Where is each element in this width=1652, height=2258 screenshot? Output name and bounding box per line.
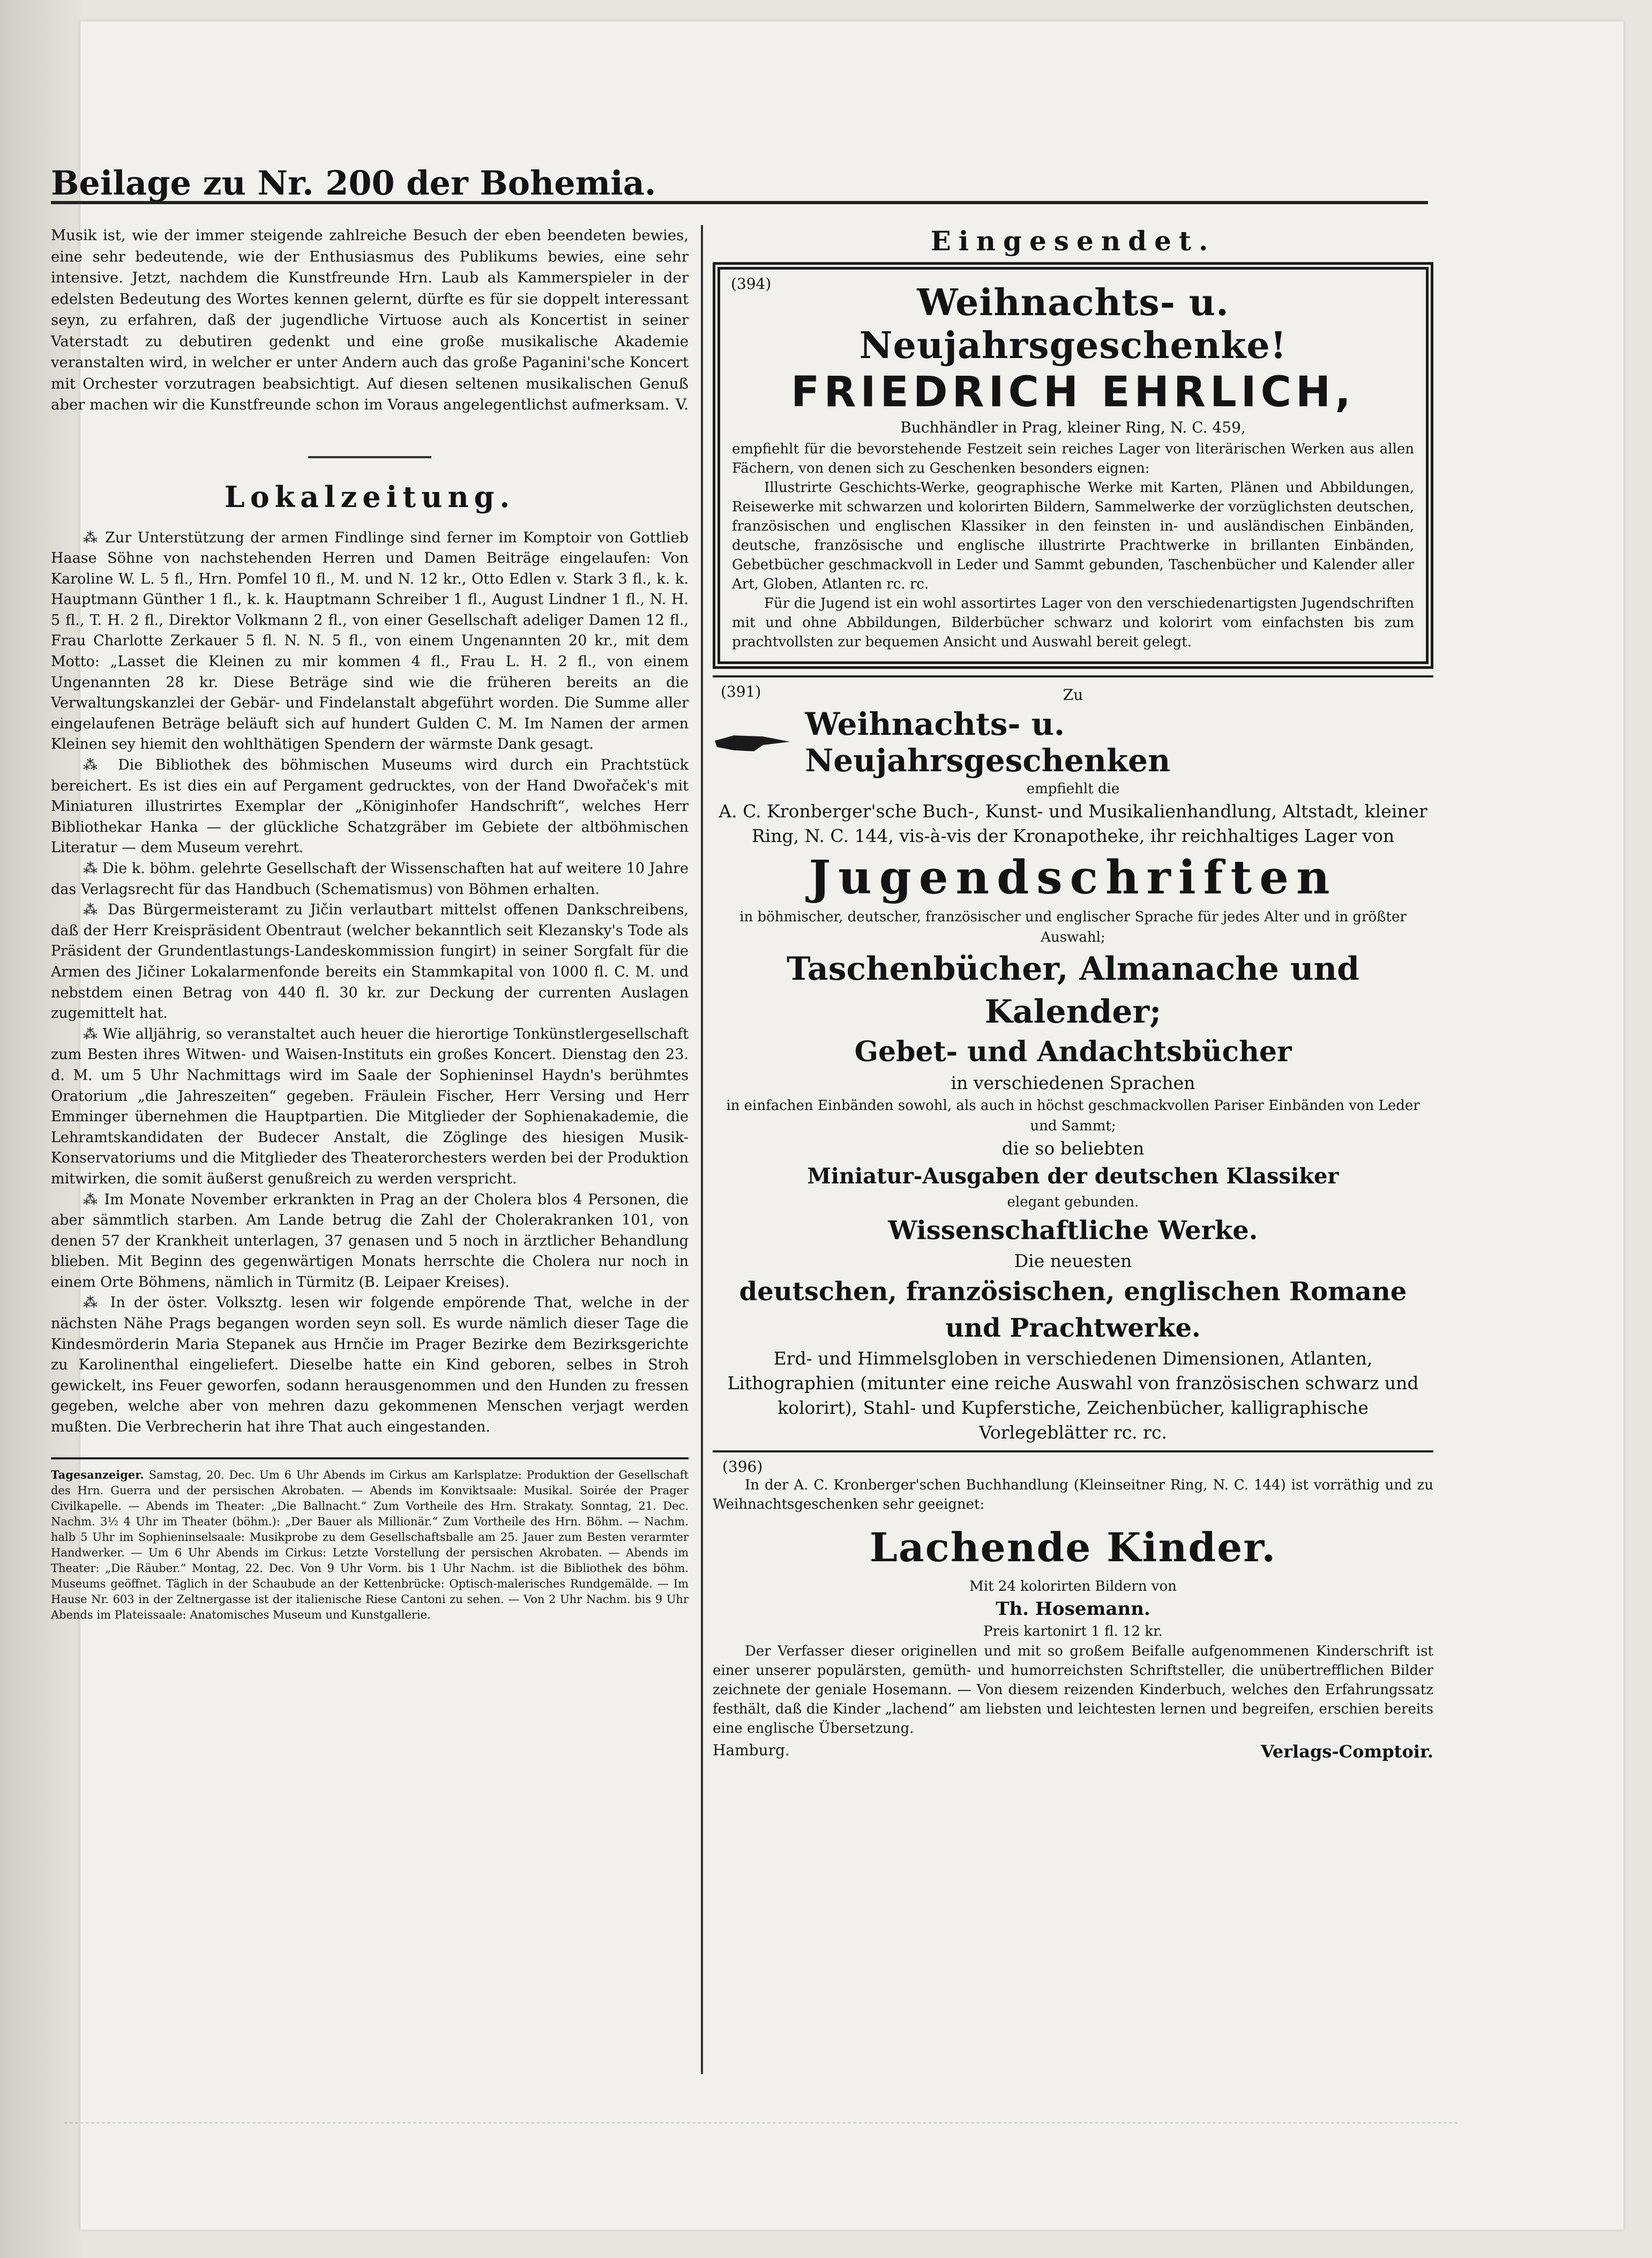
news-item: ⁂ Das Bürgermeisteramt zu Jičin verlautbart mittelst offenen Dankschreibens, daß der Herr Kreispräsident Obentraut (welcher bekanntlich seit Klezansky's Tode als Präsident der Grundentlastungs-Landeskommission fungirt) in seiner Sorgfalt für die Armen des Jičiner Lokalarmenfonde bereits ein Stammkapital von 1000 fl. C. M. und nebstdem einen Betrag von 440 fl. 30 kr. zur Deckung der currenten Auslagen zugemittelt hat. — [51, 901, 689, 1022]
advert-391 — [713, 683, 1433, 1445]
news-item: ⁂ Wie alljährig, so veranstaltet auch heuer die hierortige Tonkünstlergesellschaft zum Besten ihres Witwen- und Waisen-Instituts ein großes Koncert. Dienstag den 23. d. M. um 5 Uhr Nachmittags wird im Saale der Sophieninsel Haydn's berühmtes Oratorium „die Jahreszeiten“ gegeben. Fräulein Fischer, Herr Versing und Herr Emminger übernehmen die Hauptpartien. Die Mitglieder der Sophienakademie, die Lehramtskandidaten der Budecer Anstalt, die Zöglinge des hiesigen Musik-Konservatoriums und die Mitglieder des Theaterorchesters werden bei der Produktion mitwirken, die somit äußerst genußreich zu werden verspricht. — [51, 1025, 689, 1187]
news-item: ⁂ In der öster. Volksztg. lesen wir folgende empörende That, welche in der nächsten Nähe Prags begangen worden seyn soll. Es wurde nämlich dieser Tage die Kindesmörderin Maria Stepanek aus Hrnčie im Prager Bezirke dem Bezirksgerichte zu Karolinenthal eingeliefert. Dieselbe hatte ein Kind geboren, selbes in Stroh gewickelt, ins Feuer geworfen, sodann herausgenommen und den Hunden zu fressen gegeben, welche aber von mehren dazu gekommenen Menschen verjagt werden mußten. Die Verbrecherin hat ihre That auch eingestanden. — [51, 1294, 689, 1436]
advert-divider — [713, 1450, 1433, 1452]
advert-jugendschriften: Jugendschriften — [809, 851, 1337, 905]
advert-line: in verschiedenen Sprachen — [951, 1072, 1195, 1093]
advert-394 — [713, 262, 1433, 669]
pointing-hand-icon — [713, 730, 792, 755]
book-price: Preis kartonirt 1 fl. 12 kr. — [983, 1623, 1163, 1640]
advert-number: (396) — [722, 1458, 763, 1475]
column-divider — [701, 225, 703, 2074]
daily-notes-lead: Tagesanzeiger. — [51, 1467, 144, 1481]
advert-line: empfiehlt die — [1026, 781, 1120, 797]
advert-taschenbuecher: Taschenbücher, Almanache und Kalender; — [786, 950, 1360, 1031]
advert-company: FRIEDRICH EHRLICH, — [791, 368, 1355, 416]
news-item: ⁂ Zur Unterstützung der armen Findlinge sind ferner im Komptoir von Gottlieb Haase Söhne von nachstehenden Herren und Damen Beiträge eingelaufen: Von Karoline W. L. 5 fl., Hrn. Pomfel 10 fl., M. und N. 12 kr., Otto Edlen v. Stark 3 fl., k. k. Hauptmann Günther 1 fl., k. k. Hauptmann Schreiber 1 fl., August Lindner 1 fl., N. H. 5 fl., T. H. 2 fl., Direktor Volkmann 2 fl., von einer Gesellschaft adeliger Damen 12 fl., Frau Charlotte Zerkauer 5 fl. N. N. 5 fl., von einem Ungenannten 20 kr., mit dem Motto: „Lasset die Kleinen zu mir kommen 4 fl., Frau L. H. 2 fl., von einem Ungenannten 28 kr. Diese Beträge sind wie die früheren bereits an die Verwaltungskanzlei der Gebär- und Findelanstalt abgeführt worden. Die Summe aller eingelaufenen Beträge beläuft sich auf hundert Gulden C. M. Im Namen der armen Kleinen sey hiemit den wohlthätigen Spendern der wärmste Dank gesagt. — [51, 529, 689, 753]
advert-paragraph: Für die Jugend ist ein wohl assortirtes Lager von den verschiedenartigsten Jugendschriften mit und ohne Abbildungen, Bilderbücher schwarz und kolorirt vom einfachsten bis zum prachtvollsten zur bequemen Ansicht und Auswahl bereit gelegt. — [732, 595, 1414, 650]
notes-divider — [51, 1457, 689, 1459]
advert-headline-row — [713, 706, 1433, 779]
advert-publisher: Verlags-Comptoir. — [1260, 1741, 1433, 1762]
book-description: Der Verfasser dieser originellen und mit so großem Beifalle aufgenommenen Kinderschrift ist einer unserer populärsten, gemüth- und humorreichsten Schriftsteller, die unübertrefflichen Bilder zeichnete der geniale Hosemann. — Von diesem reizenden Kinderbuch, welches den Erfahrungssatz festhält, daß die Kinder „lachend“ am liebsten und leichtesten lernen und begreifen, erschien bereits eine englische Übersetzung. — [713, 1643, 1433, 1737]
advert-number: (391) — [721, 683, 761, 700]
advert-line: Die neuesten — [1014, 1250, 1132, 1271]
page-title: Beilage zu Nr. 200 der Bohemia. — [51, 163, 656, 203]
advert-signature-row — [713, 1741, 1433, 1762]
advert-intro: In der A. C. Kronberger'schen Buchhandlung (Kleinseitner Ring, N. C. 144) ist vorräthig und zu Weihnachtsgeschenken sehr geeignet: — [713, 1477, 1433, 1512]
advert-wissenschaft: Wissenschaftliche Werke. — [888, 1216, 1258, 1246]
advert-line: elegant gebunden. — [1007, 1194, 1139, 1210]
advert-line: in einfachen Einbänden sowohl, als auch in höchst geschmackvollen Pariser Einbänden von Leder und Sammt; — [726, 1098, 1420, 1134]
advert-shop: A. C. Kronberger'sche Buch-, Kunst- und Musikalienhandlung, Altstadt, kleiner Ring, N. C. 144, vis-à-vis der Kronapotheke, ihr reichhaltiges Lager von — [719, 801, 1427, 846]
daily-notes-body: Samstag, 20. Dec. Um 6 Uhr Abends im Cirkus am Karlsplatze: Produktion der Gesellschaft des Hrn. Guerra und der persischen Akrobaten. — Abends im Konviktsaale: Musikal. Soirée der Prager Civilkapelle. — Abends im Theater: „Die Ballnacht.“ Zum Vortheile des Hrn. Strakaty. Sonntag, 21. Dec. Nachm. 3½ 4 Uhr im Theater (böhm.): „Der Bauer als Millionär.“ Zum Vortheile des Hrn. Böhm. — Nachm. halb 5 Uhr im Sophieninselsaale: Musikprobe zu dem Gesellschaftsballe am 25. Jauer zum Besten verarmter Handwerker. — Um 6 Uhr Abends im Cirkus: Letzte Vorstellung der persischen Akrobaten. — Abends im Theater: „Die Räuber.“ Montag, 22. Dec. Von 9 Uhr Vorm. bis 1 Uhr Nachm. ist die Bibliothek des böhm. Museums geöffnet. Täglich in der Schaubude an der Kettenbrücke: Optisch-malerisches Rundgemälde. — Im Hause Nr. 603 in der Zeltnergasse ist der italienische Riese Cantoni zu sehen. — Von 2 Uhr Nachm. bis 9 Uhr Abends im Plateissaale: Anatomisches Museum und Kunstgallerie. — [51, 1468, 689, 1621]
advert-romane: deutschen, französischen, englischen Romane und Prachtwerke. — [739, 1277, 1407, 1343]
book-title: Lachende Kinder. — [869, 1525, 1277, 1571]
left-column — [51, 225, 689, 1623]
music-paragraph: Musik ist, wie der immer steigende zahlreiche Besuch der eben beendeten bewies, eine sehr bedeutende, wie der Enthusiasmus des Publikums bewies, eine sehr intensive. Jetzt, nachdem die Kunstfreunde Hrn. Laub als Kammerspieler in der edelsten Bedeutung des Wortes kennen gelernt, dürfte es für sie doppelt interessant seyn, zu erfahren, daß der jugendliche Virtuose auch als Koncertist in seiner Vaterstadt zu debutiren gedenkt und eine große musikalische Akademie veranstalten wird, in welcher er unter Andern auch das große Paganini'sche Koncert mit Orchester vorzutragen beabsichtigt. Auf diesen seltenen musikalischen Genuß aber machen wir die Kunstfreunde schon im Voraus angelegentlichst aufmerksam. — [51, 227, 689, 413]
advert-headline: Weihnachts- u. Neujahrsgeschenken — [805, 706, 1171, 779]
book-author: Th. Hosemann. — [996, 1598, 1150, 1620]
advert-line: die so beliebten — [1001, 1138, 1145, 1159]
news-item: ⁂ Im Monate November erkrankten in Prag an der Cholera blos 4 Personen, die aber sämmtlich starben. Am Lande betrug die Zahl der Cholerakranken 101, von denen 57 der Krankheit unterlagen, 37 genasen und 5 noch in ärztlicher Behandlung blieben. Mit Beginn des gegenwärtigen Monats herrschte die Cholera nur noch in einem Orte Böhmens, nämlich in Türmitz (B. Leipaer Kreises). — [51, 1191, 689, 1291]
news-item: ⁂ Die k. böhm. gelehrte Gesellschaft der Wissenschaften hat auf weitere 10 Jahre das Verlagsrecht für das Handbuch (Schematismus) von Böhmen erhalten. — [51, 860, 689, 898]
advert-paragraph: Illustrirte Geschichts-Werke, geographische Werke mit Karten, Plänen und Abbildungen, Reisewerke mit schwarzen und kolorirten Bildern, Sammelwerke der vorzüglichsten deutschen, französischen und englischen Klassiker in den feinsten in- und ausländischen Einbänden, deutsche, französische und englische illustrirte Prachtwerke in brillanten Einbänden, Gebetbücher geschmackvoll in Leder und Sammt gebunden, Taschenbücher und Kalender aller Art, Globen, Atlanten rc. rc. — [732, 480, 1414, 592]
advert-zu: Zu — [1063, 686, 1083, 704]
advert-gebetbuecher: Gebet- und Andachtsbücher — [854, 1035, 1292, 1068]
advert-place: Hamburg. — [713, 1741, 790, 1759]
right-column — [713, 225, 1433, 1762]
advert-headline: Weihnachts- u. Neujahrsgeschenke! — [859, 281, 1287, 367]
advert-globen: Erd- und Himmelsgloben in verschiedenen Dimensionen, Atlanten, Lithographien (mitunter eine reiche Auswahl von französischen schwarz und kolorirt), Stahl- und Kupferstiche, Zeichenbücher, kalligraphische Vorlegeblätter rc. rc. — [727, 1348, 1419, 1443]
advert-miniatur: Miniatur-Ausgaben der deutschen Klassiker — [807, 1164, 1339, 1189]
section-title: Lokalzeitung. — [224, 479, 515, 514]
section-divider — [308, 456, 431, 458]
news-item: ⁂ Die Bibliothek des böhmischen Museums wird durch ein Prachtstück bereichert. Es ist dies ein auf Pergament gedrucktes, von der Hand Dwořaček's mit Miniaturen illustrirtes Exemplar der „Königinhofer Handschrift“, welches Herr Bibliothekar Hanka — der glückliche Schatzgräber im Gebiete der altböhmischen Literatur — dem Museum verehrt. — [51, 757, 689, 856]
page-bottom-edge — [64, 2122, 1457, 2140]
advert-paragraph: empfiehlt für die bevorstehende Festzeit sein reiches Lager von literärischen Werken aus allen Fächern, von denen sich zu Geschenken besonders eignen: — [732, 441, 1414, 476]
advert-396 — [713, 1458, 1433, 1762]
daily-notes — [51, 1467, 689, 1623]
advert-divider — [713, 675, 1433, 677]
advert-line: in böhmischer, deutscher, französischer und englischer Sprache für jedes Alter und in größter Auswahl; — [739, 909, 1407, 945]
book-subtitle: Mit 24 kolorirten Bildern von — [969, 1578, 1177, 1594]
advert-number: (394) — [731, 275, 772, 293]
advert-subline: Buchhändler in Prag, kleiner Ring, N. C. 459, — [900, 419, 1246, 436]
music-signature: V. — [675, 395, 689, 413]
eingesendet-heading: Eingesendet. — [930, 225, 1216, 257]
